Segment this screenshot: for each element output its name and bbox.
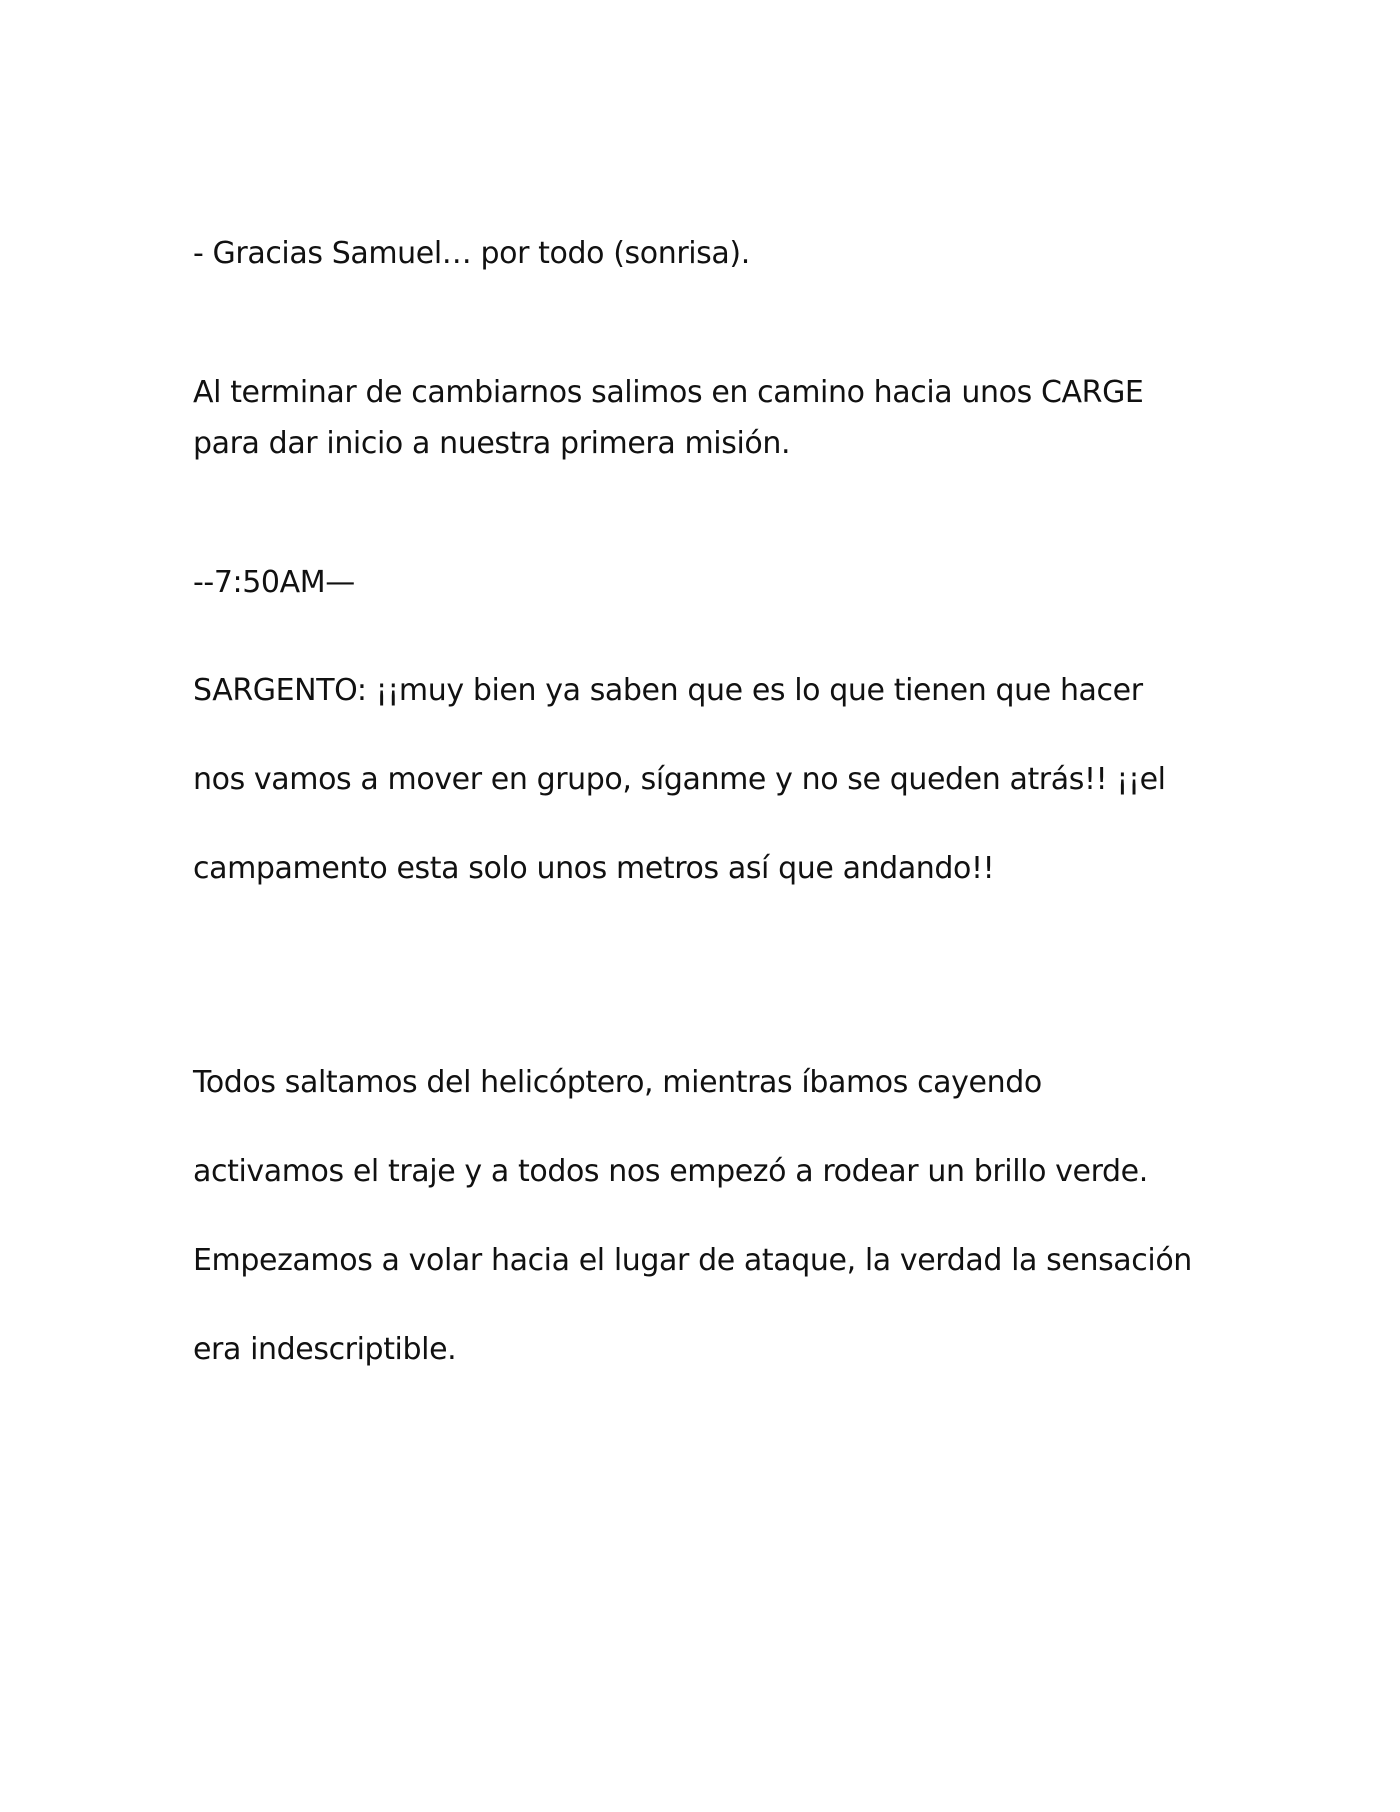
time-marker: --7:50AM— <box>193 565 355 600</box>
paragraph-line: era indescriptible. <box>193 1332 457 1367</box>
sargento-dialogue-line: SARGENTO: ¡¡muy bien ya saben que es lo que tienen que hacer <box>193 673 1143 708</box>
paragraph-line: para dar inicio a nuestra primera misión. <box>193 426 791 461</box>
paragraph-line: activamos el traje y a todos nos empezó a rodear un brillo verde. <box>193 1154 1148 1189</box>
paragraph-line: Al terminar de cambiarnos salimos en camino hacia unos CARGE <box>193 375 1144 410</box>
paragraph-line: Empezamos a volar hacia el lugar de ataque, la verdad la sensación <box>193 1243 1192 1278</box>
paragraph-line: Todos saltamos del helicóptero, mientras íbamos cayendo <box>193 1065 1042 1100</box>
sargento-dialogue-line: campamento esta solo unos metros así que andando!! <box>193 851 995 886</box>
dialogue-line-gracias: - Gracias Samuel… por todo (sonrisa). <box>193 236 750 271</box>
sargento-dialogue-line: nos vamos a mover en grupo, síganme y no se queden atrás!! ¡¡el <box>193 762 1166 797</box>
